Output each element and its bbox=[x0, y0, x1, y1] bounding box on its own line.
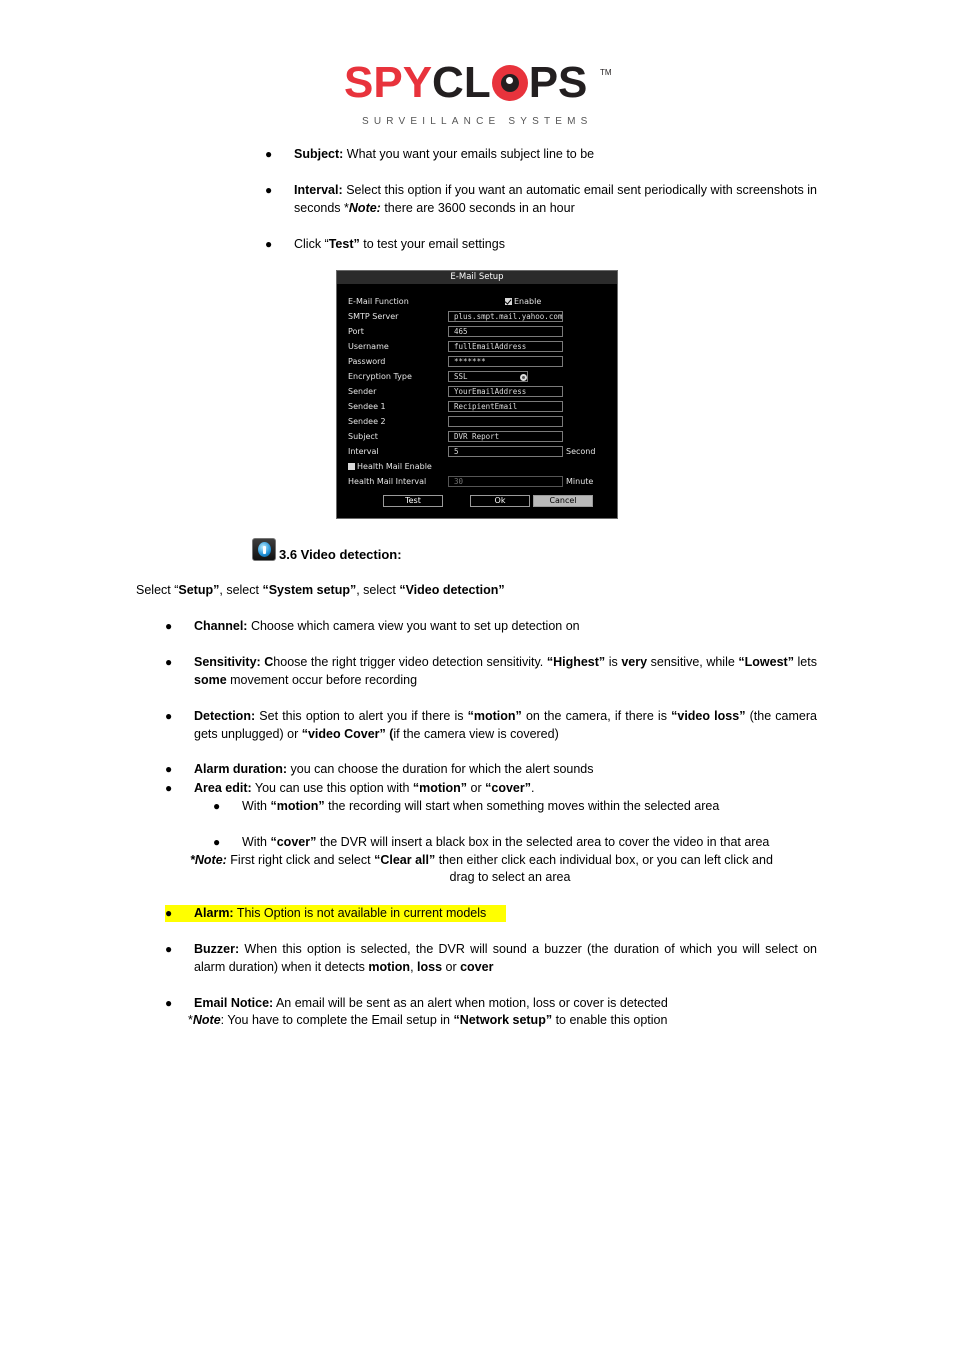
alarm-duration-item: Alarm duration: you can choose the duration for which the alert sounds bbox=[194, 762, 594, 776]
label-sender: Sender bbox=[348, 387, 377, 396]
label-port: Port bbox=[348, 327, 364, 336]
password-field[interactable]: ******* bbox=[448, 356, 563, 367]
ok-button[interactable]: Ok bbox=[470, 495, 530, 507]
smtp-field[interactable]: plus.smpt.mail.yahoo.com bbox=[448, 311, 563, 322]
dropdown-icon bbox=[520, 374, 527, 381]
email-setup-dialog bbox=[336, 270, 618, 519]
buzzer-item: Buzzer: When this option is selected, the DVR will sound a buzzer (the duration of which you will select on alarm duration) when it detects motion, loss or cover bbox=[194, 942, 817, 974]
sensitivity-item: Sensitivity: Choose the right trigger video detection sensitivity. “Highest” is very sensitive, while “Lowest” lets some movement occur before recording bbox=[194, 655, 817, 687]
section-title: 3.6 Video detection: bbox=[279, 547, 402, 562]
bullet-icon: ● bbox=[165, 762, 173, 776]
label-sendee2: Sendee 2 bbox=[348, 417, 386, 426]
bullet-icon: ● bbox=[165, 655, 173, 669]
bullet-icon: ● bbox=[213, 835, 221, 849]
checkbox-unchecked-icon bbox=[348, 463, 355, 470]
subject-field[interactable]: DVR Report bbox=[448, 431, 563, 442]
unit-minute: Minute bbox=[566, 477, 594, 486]
encryption-select[interactable]: SSL bbox=[448, 371, 528, 382]
test-item: Click “Test” to test your email settings bbox=[294, 237, 505, 251]
bullet-icon: ● bbox=[265, 237, 273, 251]
label-encryption: Encryption Type bbox=[348, 372, 412, 381]
sendee2-field[interactable] bbox=[448, 416, 563, 427]
logo-wordmark: SPYCL PS bbox=[344, 58, 588, 107]
subject-item: Subject: What you want your emails subject line to be bbox=[294, 147, 595, 161]
label-password: Password bbox=[348, 357, 386, 366]
area-edit-note: *Note: First right click and select “Clear all” then either click each individual box, or you can left click and bbox=[190, 853, 773, 867]
label-smtp: SMTP Server bbox=[348, 312, 399, 321]
channel-item: Channel: Choose which camera view you want to set up detection on bbox=[194, 619, 580, 633]
username-field[interactable]: fullEmailAddress bbox=[448, 341, 563, 352]
bullet-icon: ● bbox=[213, 799, 221, 813]
test-button[interactable]: Test bbox=[383, 495, 443, 507]
checkbox-checked-icon bbox=[505, 298, 512, 305]
label-health-interval: Health Mail Interval bbox=[348, 477, 427, 486]
bullet-icon: ● bbox=[165, 781, 173, 795]
enable-checkbox[interactable]: Enable bbox=[505, 296, 541, 307]
eye-icon bbox=[492, 65, 528, 101]
logo-tagline: SURVEILLANCE SYSTEMS bbox=[362, 116, 593, 127]
trademark-mark: TM bbox=[600, 68, 612, 77]
dialog-title: E-Mail Setup bbox=[337, 271, 617, 284]
port-field[interactable]: 465 bbox=[448, 326, 563, 337]
sendee1-field[interactable]: RecipientEmail bbox=[448, 401, 563, 412]
sender-field[interactable]: YourEmailAddress bbox=[448, 386, 563, 397]
area-edit-cover-subitem: With “cover” the DVR will insert a black box in the selected area to cover the video in that area bbox=[242, 835, 770, 849]
intro-text: Select “Setup”, select “System setup”, select “Video detection” bbox=[136, 583, 505, 597]
detection-item: Detection: Set this option to alert you if there is “motion” on the camera, if there is “video loss” (the camera gets unplugged) or “video Cover” (if the camera view is covered) bbox=[194, 709, 817, 741]
area-edit-item: Area edit: You can use this option with “motion” or “cover”. bbox=[194, 781, 535, 795]
bullet-icon: ● bbox=[165, 619, 173, 633]
health-mail-enable-checkbox[interactable]: Health Mail Enable bbox=[348, 461, 432, 472]
label-sendee1: Sendee 1 bbox=[348, 402, 386, 411]
unit-second: Second bbox=[566, 447, 596, 456]
email-notice-note: *Note: You have to complete the Email setup in “Network setup” to enable this option bbox=[188, 1013, 668, 1027]
interval-field[interactable]: 5 bbox=[448, 446, 563, 457]
label-email-function: E-Mail Function bbox=[348, 297, 409, 306]
video-detection-icon bbox=[252, 538, 276, 561]
bullet-icon: ● bbox=[265, 183, 273, 197]
health-interval-field[interactable]: 30 bbox=[448, 476, 563, 487]
label-subject: Subject bbox=[348, 432, 378, 441]
email-notice-item: Email Notice: An email will be sent as an alert when motion, loss or cover is detected bbox=[194, 996, 668, 1010]
label-username: Username bbox=[348, 342, 389, 351]
bullet-icon: ● bbox=[165, 709, 173, 723]
bullet-icon: ● bbox=[165, 942, 173, 956]
bullet-icon: ● bbox=[165, 906, 173, 920]
area-edit-note-cont: drag to select an area bbox=[449, 870, 571, 884]
bullet-icon: ● bbox=[265, 147, 273, 161]
label-interval: Interval bbox=[348, 447, 379, 456]
alarm-item: Alarm: This Option is not available in current models bbox=[194, 906, 487, 920]
alarm-item-highlight bbox=[165, 905, 506, 922]
cancel-button[interactable]: Cancel bbox=[533, 495, 593, 507]
area-edit-motion-subitem: With “motion” the recording will start when something moves within the selected area bbox=[242, 799, 720, 813]
bullet-icon: ● bbox=[165, 996, 173, 1010]
spyclops-logo bbox=[344, 56, 614, 132]
interval-item: Interval: Select this option if you want an automatic email sent periodically with screenshots in seconds *Note: there are 3600 seconds in an hour bbox=[294, 183, 817, 215]
